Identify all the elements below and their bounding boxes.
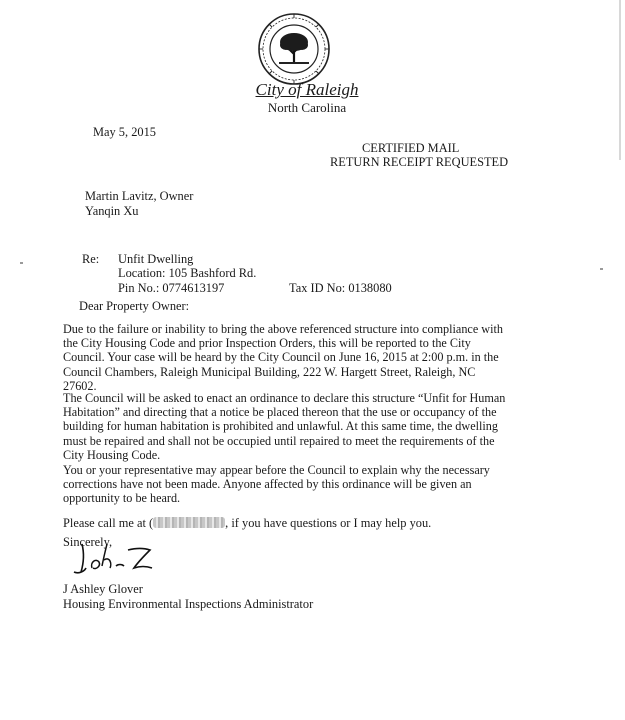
salutation: Dear Property Owner: <box>79 299 190 313</box>
re-location: Location: 105 Bashford Rd. <box>118 266 257 280</box>
mail-notice-line2: RETURN RECEIPT REQUESTED <box>330 155 509 169</box>
city-seal-logo <box>257 12 331 86</box>
re-tax-id: Tax ID No: 0138080 <box>289 281 392 295</box>
call-line-after: , if you have questions or I may help you. <box>225 516 432 530</box>
body-paragraph: The Council will be asked to enact an ordinance to declare this structure “Unfit for Human Habitation” and directing that a notice be placed thereon that the use or occupancy of the building for human habitation is prohibited and unlawful. At this same time, the dwelling must be repaired and shall not be occupied until repaired to meet the requirements of the City Housing Code. <box>63 391 506 462</box>
handwritten-signature <box>66 538 176 580</box>
letterhead-city-name: City of Raleigh <box>255 80 359 99</box>
body-paragraph: You or your representative may appear before the Council to explain why the necessary corrections have not been made. Anyone affected by this ordinance will be given an opportunity to be heard. <box>63 463 490 506</box>
redacted-phone-number <box>153 517 225 528</box>
call-line <box>63 516 431 530</box>
closing: Sincerely, <box>63 535 113 549</box>
re-subject: Unfit Dwelling <box>118 252 194 266</box>
letter-date: May 5, 2015 <box>93 125 156 139</box>
scan-speck <box>600 268 603 270</box>
mail-notice-line1: CERTIFIED MAIL <box>362 141 460 155</box>
re-pin: Pin No.: 0774613197 <box>118 281 225 295</box>
recipient-line: Yanqin Xu <box>85 204 139 218</box>
recipient-line: Martin Lavitz, Owner <box>85 189 194 203</box>
letterhead-state: North Carolina <box>267 100 347 115</box>
body-paragraph: Due to the failure or inability to bring the above referenced structure into compliance with the City Housing Code and prior Inspection Orders, this will be reported to the City Council. Your case will be heard by the City Council on June 16, 2015 at 2:00 p.m. in the Council Chambers, Raleigh Municipal Building, 222 W. Hargett Street, Raleigh, NC 27602. <box>63 322 503 393</box>
signer-title: Housing Environmental Inspections Administrator <box>63 597 314 611</box>
scan-edge-shadow <box>619 0 621 160</box>
call-line-before: Please call me at ( <box>63 516 154 530</box>
re-label: Re: <box>82 252 100 266</box>
scan-speck <box>20 262 23 264</box>
signer-name: J Ashley Glover <box>63 582 143 596</box>
